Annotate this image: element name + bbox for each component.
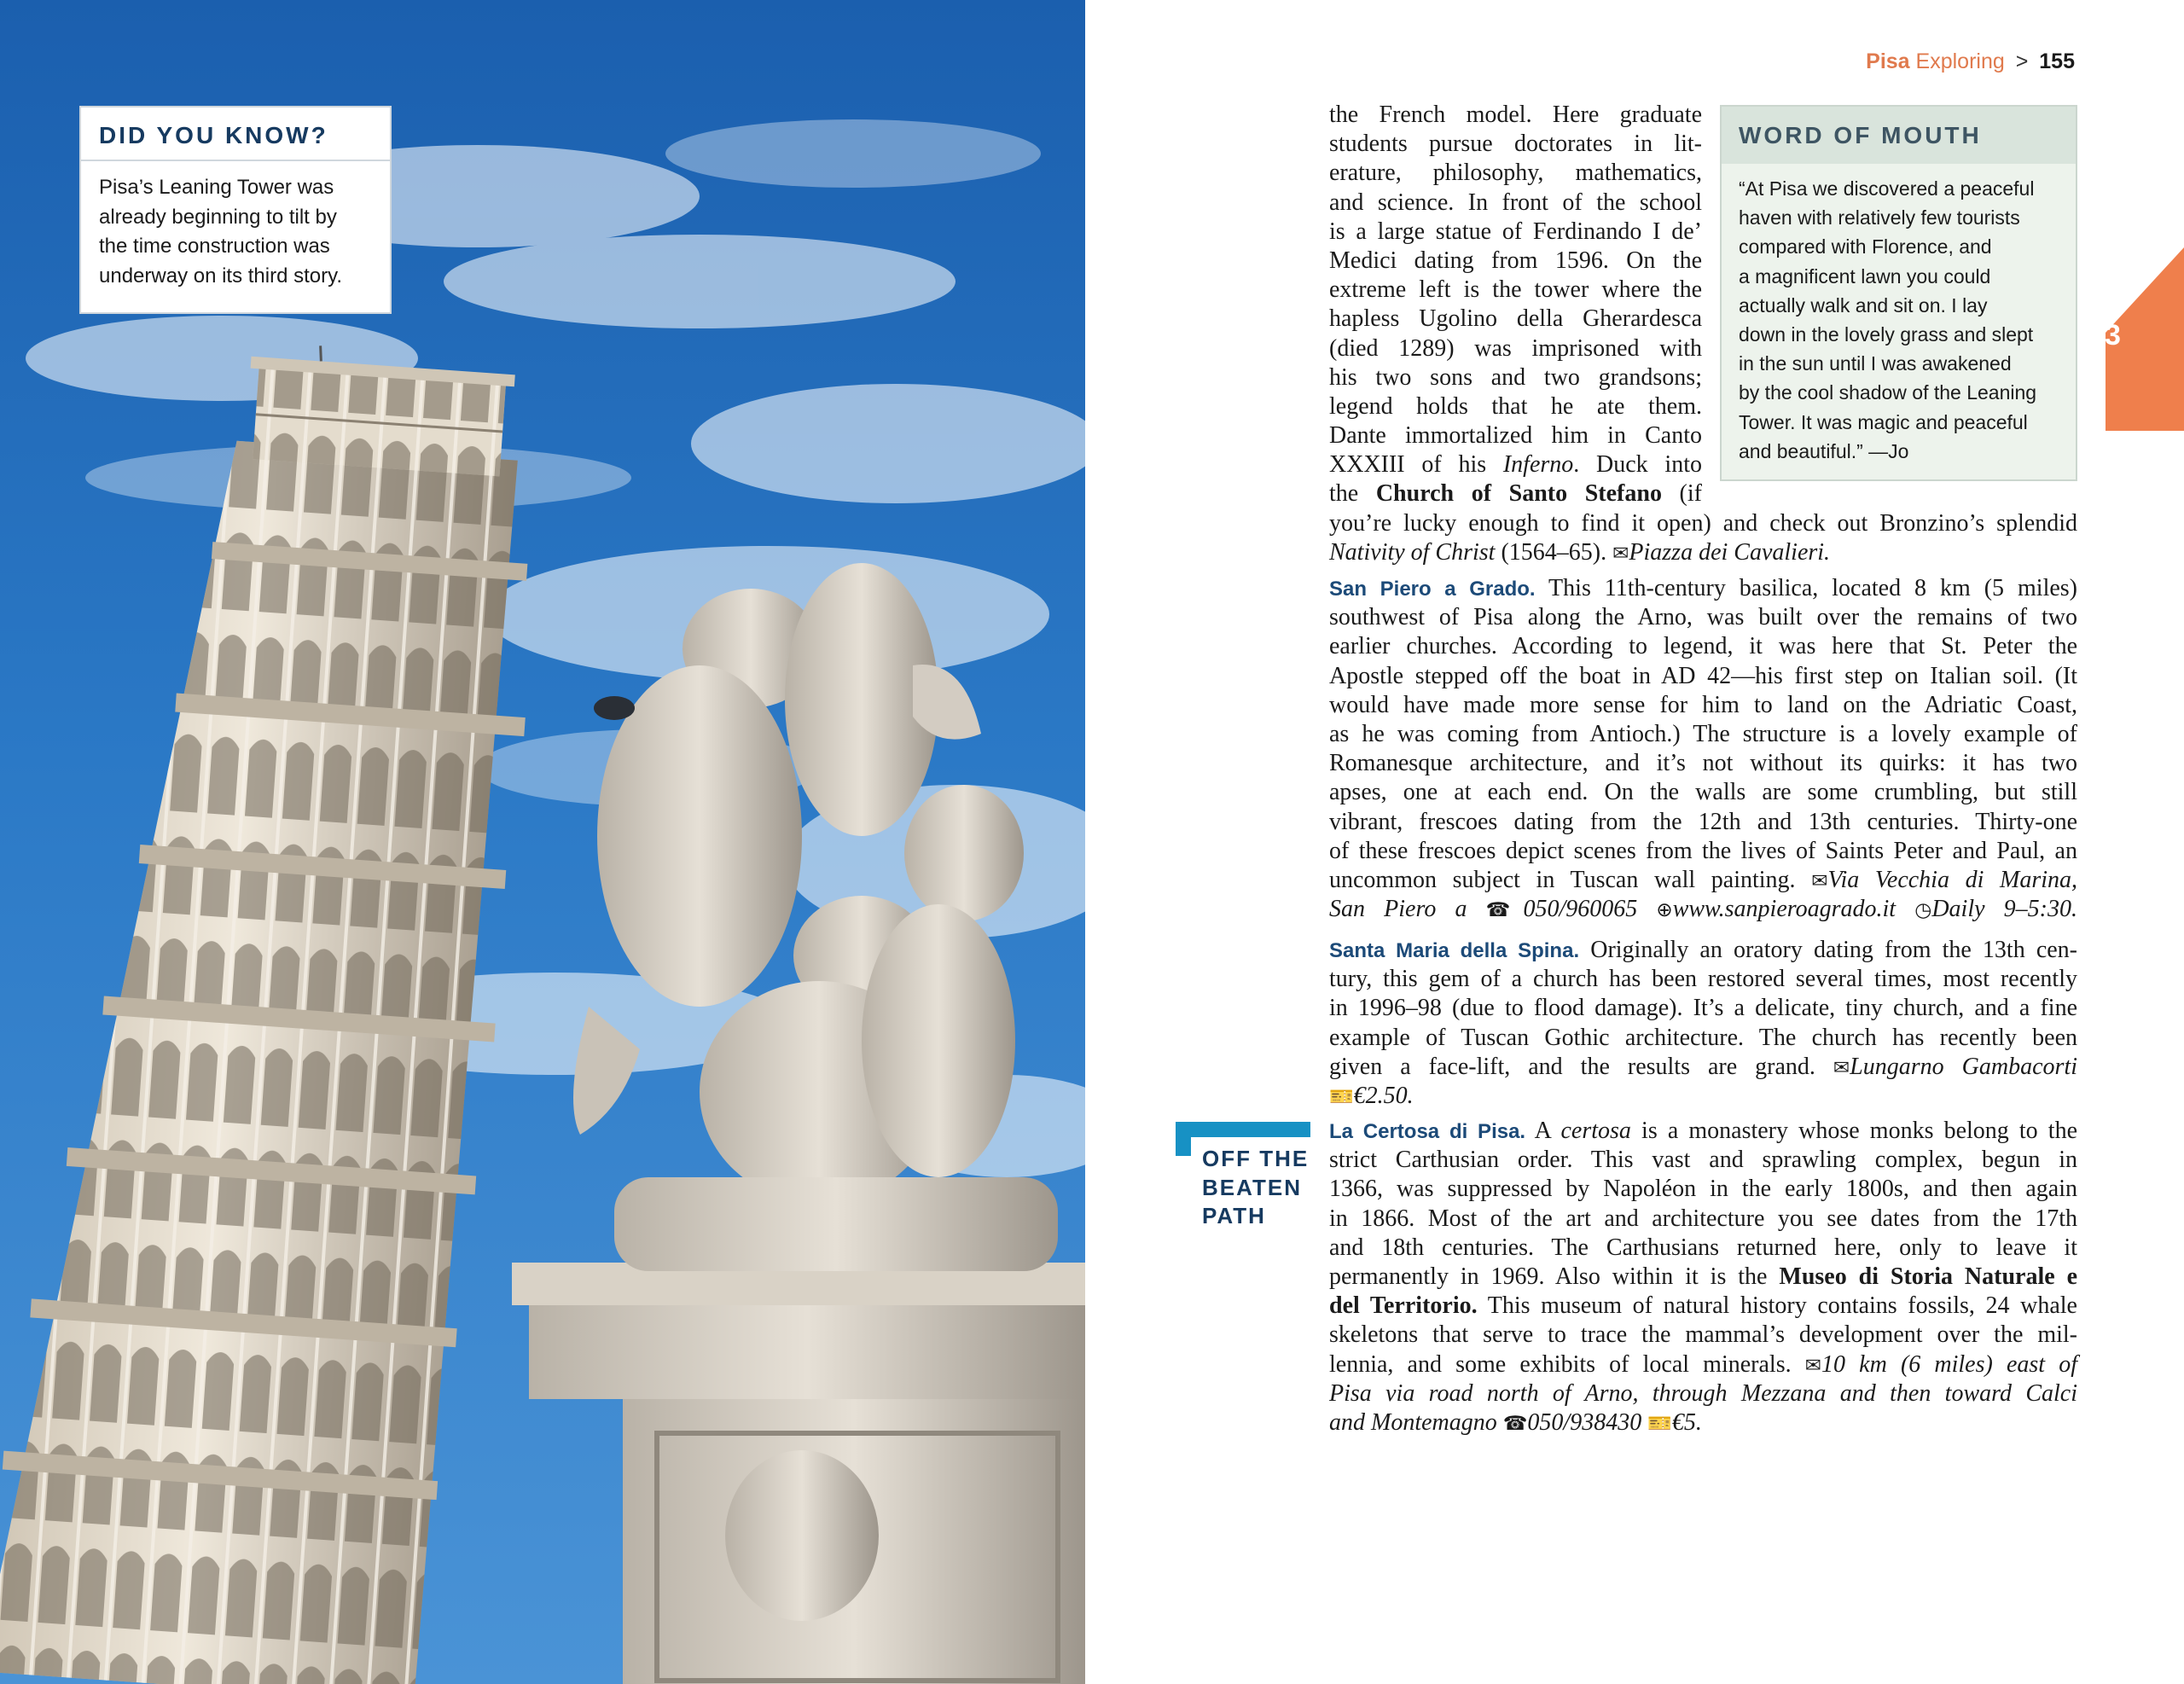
entry-line: San Piero a Grado. This 11th-century basilica, located 8 km (5 miles) — [1329, 575, 2078, 601]
intro-line: hapless Ugolino della Gherardesca — [1329, 305, 1702, 333]
entry-line: example of Tuscan Gothic architecture. The church has recently been — [1329, 1024, 2077, 1051]
entry-line: and Montemagno ☎050/938430 🎫€5. — [1329, 1408, 1702, 1436]
did-you-know-box — [79, 106, 392, 314]
entry-line: given a face-lift, and the results are grand. ✉Lungarno Gambacorti — [1329, 1053, 2077, 1080]
quote-line: haven with relatively few tourists — [1739, 206, 2020, 229]
entry-line: La Certosa di Pisa. A certosa is a monastery whose monks belong to the — [1329, 1118, 2078, 1144]
intro-line: erature, philosophy, mathematics, — [1329, 160, 1702, 187]
quote-line: “At Pisa we discovered a peaceful — [1739, 177, 2035, 200]
intro-paragraph-wide — [1329, 509, 2077, 567]
did-you-know-text — [81, 161, 390, 291]
entry-line: 🎫€2.50. — [1329, 1082, 1414, 1109]
ticket-icon: 🎫 — [1329, 1085, 1354, 1108]
entry-line: strict Carthusian order. This vast and sprawling complex, begun in — [1329, 1147, 2077, 1174]
intro-line: extreme left is the tower where the — [1329, 276, 1702, 304]
certosa-heading: La Certosa di Pisa. — [1329, 1120, 1526, 1143]
entry-line: southwest of Pisa along the Arno, was built over the remains of two — [1329, 604, 2077, 631]
intro-line: Medici dating from 1596. On the — [1329, 247, 1702, 274]
clock-icon: ◷ — [1914, 899, 1932, 922]
off-beaten-path-bar — [1176, 1122, 1310, 1137]
web-icon: ⊕ — [1656, 899, 1673, 922]
page-number: 155 — [2039, 49, 2075, 73]
running-header — [1866, 48, 2075, 75]
entry-line: tury, this gem of a church has been restored several times, most recently — [1329, 966, 2077, 993]
entry-line: in 1866. Most of the art and architecture you see dates from the 17th — [1329, 1205, 2077, 1232]
museo-storia-naturale: Museo di Storia Naturale e — [1779, 1263, 2078, 1290]
intro-line: his two sons and two grandsons; — [1329, 363, 1702, 391]
website-link[interactable]: www.sanpieroagrado.it — [1672, 896, 1915, 923]
intro-line: Dante immortalized him in Canto — [1329, 422, 1702, 450]
quote-line: in the sun until I was awakened — [1739, 352, 2012, 375]
entry-line: lennia, and some exhibits of local minerals. ✉10 km (6 miles) east of — [1329, 1350, 2077, 1378]
inferno-title: Inferno — [1502, 451, 1574, 479]
intro-line: the French model. Here graduate — [1329, 102, 1702, 128]
entry-line: vibrant, frescoes dating from the 12th and 13th centuries. Thirty-one — [1329, 808, 2077, 835]
header-separator: > — [2015, 49, 2029, 73]
certosa-entry — [1329, 1117, 2077, 1437]
pisa-photo — [0, 0, 1085, 1684]
header-subsection: Exploring — [1915, 49, 2005, 73]
entry-line: Pisa via road north of Arno, through Mezzana and then toward Calci — [1329, 1379, 2077, 1407]
intro-line: is a large statue of Ferdinando I de’ — [1329, 218, 1702, 245]
did-you-know-line: underway on its third story. — [99, 264, 343, 287]
intro-line: Nativity of Christ (1564–65). ✉Piazza dei Cavalieri. — [1329, 538, 1831, 566]
did-you-know-line: the time construction was — [99, 235, 330, 258]
entry-line: Santa Maria della Spina. Originally an oratory dating from the 13th cen- — [1329, 937, 2077, 963]
did-you-know-line: Pisa’s Leaning Tower was — [99, 176, 334, 199]
header-section: Pisa — [1866, 49, 1910, 73]
quote-line: a magnificent lawn you could — [1739, 264, 1991, 287]
off-beaten-path-stem — [1176, 1122, 1191, 1156]
entry-line: del Territorio. This museum of natural history contains fossils, 24 whale — [1329, 1292, 2077, 1320]
quote-line: by the cool shadow of the Leaning — [1739, 381, 2037, 404]
quote-line: actually walk and sit on. I lay — [1739, 293, 1988, 316]
word-of-mouth-title: WORD OF MOUTH — [1722, 107, 2076, 164]
intro-line: XXXIII of his Inferno. Duck into — [1329, 451, 1702, 479]
did-you-know-line: already beginning to tilt by — [99, 205, 337, 229]
entry-line: would have made more sense for him to land on the Adriatic Coast, — [1329, 691, 2077, 718]
entry-line: earlier churches. According to legend, it was here that St. Peter the — [1329, 633, 2077, 660]
intro-paragraph — [1329, 101, 2077, 509]
entry-line: San Piero a ☎050/960065 ⊕www.sanpieroagrado.it ◷Daily 9–5:30. — [1329, 896, 2078, 923]
intro-line: legend holds that he ate them. — [1329, 392, 1702, 420]
intro-line: you’re lucky enough to find it open) and check out Bronzino’s splendid — [1329, 509, 2077, 537]
entry-line: uncommon subject in Tuscan wall painting. ✉Via Vecchia di Marina, — [1329, 866, 2077, 893]
entry-line: and 18th centuries. The Carthusians returned here, only to leave it — [1329, 1234, 2077, 1261]
entry-line: as he was coming from Antioch.) The structure is a lovely example of — [1329, 720, 2077, 747]
entry-line: skeletons that serve to trace the mammal’s development over the mil- — [1329, 1321, 2077, 1349]
intro-line: and science. In front of the school — [1329, 189, 1702, 216]
intro-line: students pursue doctorates in lit- — [1329, 131, 1702, 158]
entry-line: of these frescoes depict scenes from the lives of Saints Peter and Paul, an — [1329, 837, 2077, 864]
ticket-icon: 🎫 — [1647, 1412, 1672, 1435]
church-santo-stefano: Church of Santo Stefano — [1375, 480, 1662, 508]
address-icon: ✉ — [1804, 1354, 1822, 1377]
quote-line: and beautiful.” —Jo — [1739, 439, 1909, 462]
address-icon: ✉ — [1612, 542, 1629, 565]
off-beaten-path-label: OFF THE BEATEN PATH — [1202, 1146, 1310, 1228]
address-icon: ✉ — [1833, 1056, 1850, 1079]
san-piero-entry — [1329, 574, 2077, 924]
chapter-number: 3 — [2105, 319, 2121, 351]
entry-line: permanently in 1969. Also within it is the Museo di Storia Naturale e — [1329, 1263, 2078, 1290]
quote-line: compared with Florence, and — [1739, 235, 1992, 258]
did-you-know-title: DID YOU KNOW? — [81, 107, 390, 161]
intro-line: the Church of Santo Stefano (if — [1329, 480, 1702, 508]
entry-line: 1366, was suppressed by Napoléon in the early 1800s, and then again — [1329, 1176, 2077, 1203]
spina-entry — [1329, 936, 2077, 1111]
entry-line: Romanesque architecture, and it’s not without its quirks: it has two — [1329, 750, 2077, 777]
san-piero-heading: San Piero a Grado. — [1329, 578, 1536, 601]
quote-line: Tower. It was magic and peaceful — [1739, 410, 2028, 433]
address-icon: ✉ — [1811, 869, 1828, 892]
entry-line: Apostle stepped off the boat in AD 42—his first step on Italian soil. (It — [1329, 662, 2077, 689]
spina-heading: Santa Maria della Spina. — [1329, 939, 1580, 962]
entry-line: apses, one at each end. On the walls are some crumbling, but still — [1329, 779, 2077, 806]
phone-icon: ☎ — [1502, 1412, 1528, 1435]
entry-line: in 1996–98 (due to flood damage). It’s a delicate, tiny church, and a fine — [1329, 995, 2077, 1022]
quote-line: down in the lovely grass and slept — [1739, 323, 2034, 346]
intro-line: (died 1289) was imprisoned with — [1329, 334, 1702, 362]
phone-icon: ☎ — [1485, 899, 1524, 922]
